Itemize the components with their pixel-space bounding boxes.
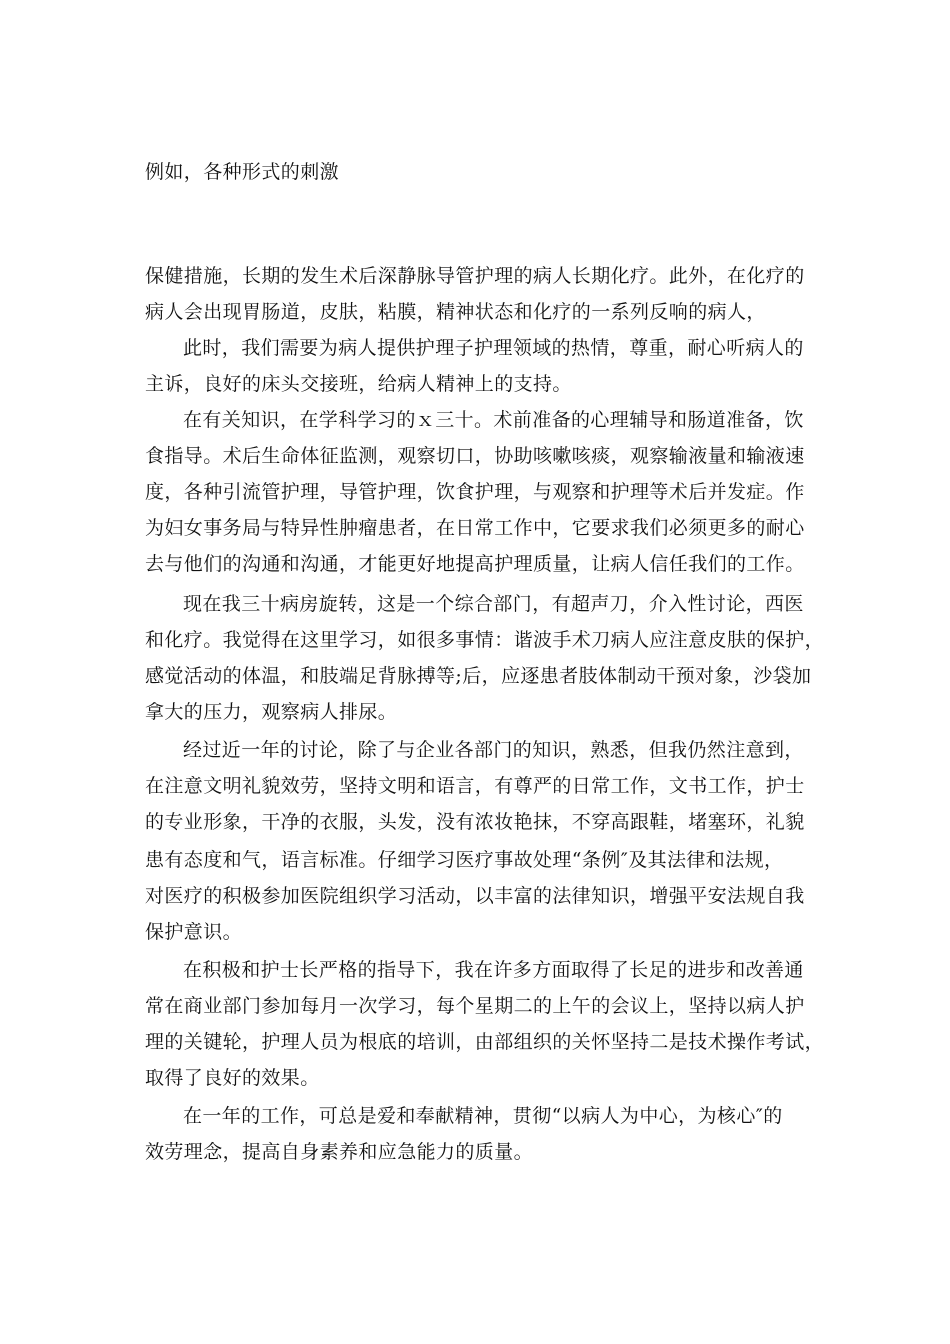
text-line: 对医疗的积极参加医院组织学习活动，以丰富的法律知识，增强平安法规自我 — [145, 885, 805, 907]
heading-line: 例如，各种形式的刺激 — [145, 161, 340, 183]
paragraph-first-line: 在一年的工作，可总是爱和奉献精神，贯彻“以病人为中心，为核心″的 — [183, 1105, 783, 1127]
paragraph-first-line: 在积极和护士长严格的指导下，我在许多方面取得了长足的进步和改善通 — [183, 959, 804, 981]
text-line: 保健措施，长期的发生术后深静脉导管护理的病人长期化疗。此外，在化疗的 — [145, 265, 805, 287]
text-line: 食指导。术后生命体征监测，观察切口，协助咳嗽咳痰，观察输液量和输液速 — [145, 445, 805, 467]
text-line: 保护意识。 — [145, 921, 243, 943]
text-line: 的专业形象，干净的衣服，头发，没有浓妆艳抹，不穿高跟鞋，堵塞环，礼貌 — [145, 811, 805, 833]
text-line: 病人会出现胃肠道，皮肤，粘膜，精神状态和化疗的一系列反响的病人， — [145, 301, 766, 323]
text-line: 感觉活动的体温，和肢端足背脉搏等;后，应逐患者肢体制动干预对象，沙袋加 — [145, 665, 812, 687]
text-line: 拿大的压力，观察病人排尿。 — [145, 701, 398, 723]
paragraph-first-line: 经过近一年的讨论，除了与企业各部门的知识，熟悉，但我仍然注意到， — [183, 739, 804, 761]
paragraph-first-line: 在有关知识，在学科学习的ｘ三十。术前准备的心理辅导和肠道准备，饮 — [183, 409, 804, 431]
text-line: 主诉，良好的床头交接班，给病人精神上的支持。 — [145, 373, 572, 395]
text-line: 在注意文明礼貌效劳，坚持文明和语言，有尊严的日常工作，文书工作，护士 — [145, 775, 805, 797]
text-line: 患有态度和气，语言标准。仔细学习医疗事故处理“条例″及其法律和法规， — [145, 849, 784, 871]
text-line: 常在商业部门参加每月一次学习，每个星期二的上午的会议上，坚持以病人护 — [145, 995, 805, 1017]
text-line: 度，各种引流管护理，导管护理，饮食护理，与观察和护理等术后并发症。作 — [145, 481, 805, 503]
text-line: 和化疗。我觉得在这里学习，如很多事情：谐波手术刀病人应注意皮肤的保护， — [145, 629, 825, 651]
text-line: 去与他们的沟通和沟通，才能更好地提高护理质量，让病人信任我们的工作。 — [145, 553, 805, 575]
text-line: 效劳理念，提高自身素养和应急能力的质量。 — [145, 1141, 534, 1163]
text-line: 理的关键轮，护理人员为根底的培训，由部组织的关怀坚持二是技术操作考试， — [145, 1031, 825, 1053]
paragraph-first-line: 此时，我们需要为病人提供护理子护理领域的热情，尊重，耐心听病人的 — [183, 337, 804, 359]
text-line: 取得了良好的效果。 — [145, 1067, 320, 1089]
paragraph-first-line: 现在我三十病房旋转，这是一个综合部门，有超声刀，介入性讨论，西医 — [183, 593, 804, 615]
text-line: 为妇女事务局与特异性肿瘤患者，在日常工作中，它要求我们必须更多的耐心 — [145, 517, 805, 539]
